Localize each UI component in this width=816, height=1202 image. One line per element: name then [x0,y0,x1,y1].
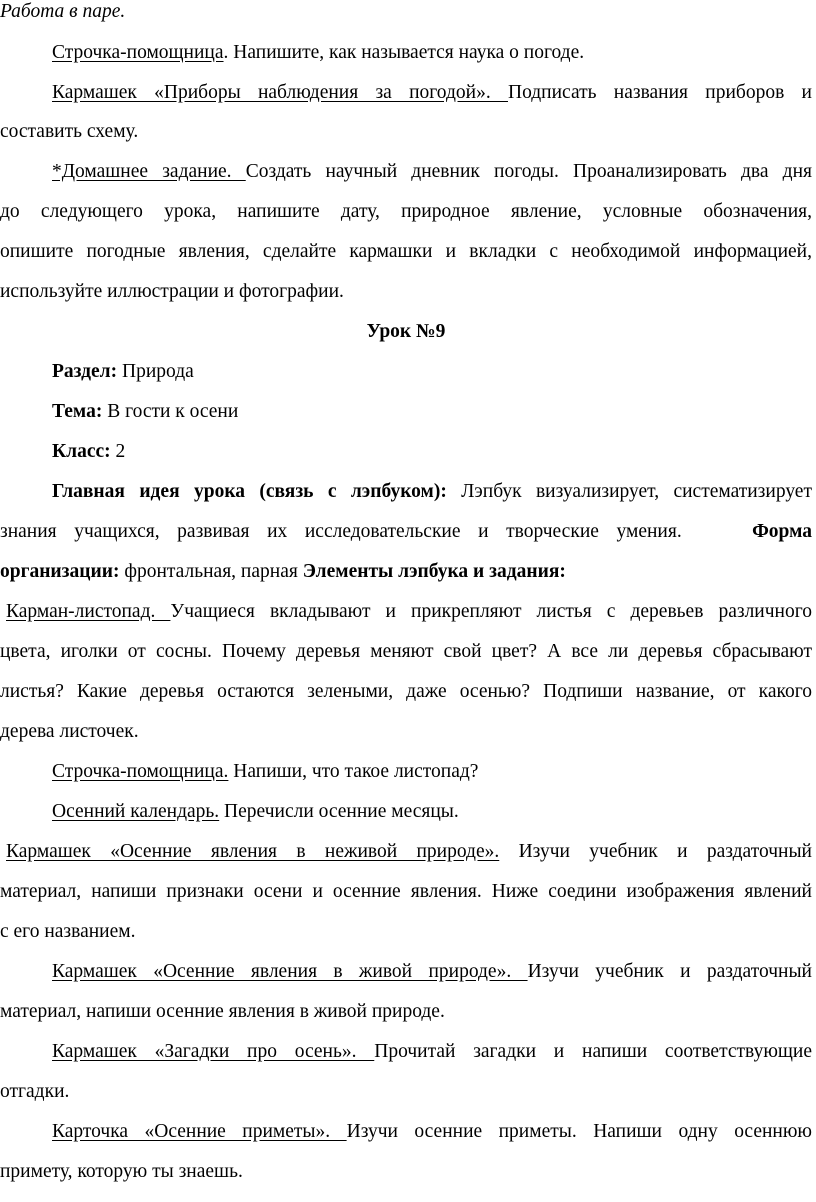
signs-link: Карточка «Осенние приметы». [52,1121,347,1142]
signs-line1 [52,1120,812,1144]
helper1-line [52,41,812,65]
main-idea-text1: Лэпбук визуализирует, систематизирует [446,481,812,502]
nonliving-link: Кармашек «Осенние явления в неживой природе». [6,841,500,862]
karman-line1 [6,600,812,624]
helper2-text: Напиши, что такое листопад? [228,761,479,782]
living-text1: Изучи учебник и раздаточный [527,961,812,982]
section-value: Природа [117,361,194,382]
form-value: фронтальная, парная [119,561,303,582]
nonliving-line2 [0,880,812,904]
living-link: Кармашек «Осенние явления в живой природе». [52,961,528,982]
karman-text3: листья? Какие деревья остаются зелеными, даже осенью? Подпиши название, от какого [0,681,812,702]
riddles-link: Кармашек «Загадки про осень». [52,1041,375,1062]
signs-text2: примету, которую ты знаешь. [0,1161,243,1182]
pocket1-link: Кармашек «Приборы наблюдения за погодой». [52,82,508,103]
intro-line [0,0,812,24]
main-idea-label: Главная идея урока (связь с лэпбуком): [52,481,447,502]
homework-text3: опишите погодные явления, сделайте кармашки и вкладки с необходимой информацией, [0,241,812,262]
topic-label: Тема: [52,401,103,422]
main-idea-line1 [52,480,812,504]
karman-line4 [0,720,812,744]
living-text2: материал, напиши осенние явления в живой природе. [0,1001,445,1022]
nonliving-text3: с его названием. [0,921,136,942]
homework-line2 [0,200,812,224]
helper1-text: . Напишите, как называется наука о погоде. [223,42,585,63]
pocket1-cont-text: составить схему. [0,121,139,142]
karman-text2: цвета, иголки от сосны. Почему деревья меняют свой цвет? А все ли деревья сбрасывают [0,641,812,662]
calendar-text: Перечисли осенние месяцы. [219,801,459,822]
lesson-title-text: Урок №9 [366,321,446,342]
riddles-line2 [0,1080,812,1104]
karman-text1: Учащиеся вкладывают и прикрепляют листья с деревьев различного [170,601,812,622]
nonliving-text2: материал, напиши признаки осени и осенние явления. Ниже соедини изображения явлений [0,881,812,902]
homework-text1: Создать научный дневник погоды. Проанализировать два дня [245,161,812,182]
class-line [52,440,812,464]
homework-line4 [0,280,812,304]
class-label: Класс: [52,441,111,462]
riddles-text1: Прочитай загадки и напиши соответствующие [374,1041,812,1062]
elements-label: Элементы лэпбука и задания: [302,561,566,582]
helper2-line [52,760,812,784]
main-idea-line2 [0,520,812,544]
signs-text1: Изучи осенние приметы. Напиши одну осеннюю [346,1121,812,1142]
helper1-link: Строчка-помощница [52,42,224,63]
topic-line [52,400,812,424]
calendar-line [52,800,812,824]
karman-link: Карман-листопад. [6,601,171,622]
homework-line3 [0,240,812,264]
form-label-1: Форма [752,521,813,542]
nonliving-line1 [6,840,812,864]
pocket1-cont [0,120,812,144]
signs-line2 [0,1160,812,1184]
calendar-link: Осенний календарь. [52,801,220,822]
homework-line1 [52,160,812,184]
homework-text4: используйте иллюстрации и фотографии. [0,281,344,302]
karman-line2 [0,640,812,664]
intro-text: Работа в паре. [0,1,126,22]
lesson-title [0,320,812,344]
living-line2 [0,1000,812,1024]
homework-link: *Домашнее задание. [52,161,246,182]
karman-line3 [0,680,812,704]
living-line1 [52,960,812,984]
form-label-2: организации: [0,561,120,582]
main-idea-text2: знания учащихся, развивая их исследовательские и творческие умения. [0,521,682,542]
section-label: Раздел: [52,361,118,382]
nonliving-text1: Изучи учебник и раздаточный [499,841,812,862]
topic-value: В гости к осени [102,401,239,422]
homework-text2: до следующего урока, напишите дату, природное явление, условные обозначения, [0,201,812,222]
pocket1-text: Подписать названия приборов и [507,82,812,103]
karman-text4: дерева листочек. [0,721,139,742]
section-line [52,360,812,384]
riddles-text2: отгадки. [0,1081,70,1102]
helper2-link: Строчка-помощница. [52,761,229,782]
pocket1-line [52,81,812,105]
nonliving-line3 [0,920,812,944]
main-idea-line3 [0,560,812,584]
class-value: 2 [110,441,126,462]
riddles-line1 [52,1040,812,1064]
